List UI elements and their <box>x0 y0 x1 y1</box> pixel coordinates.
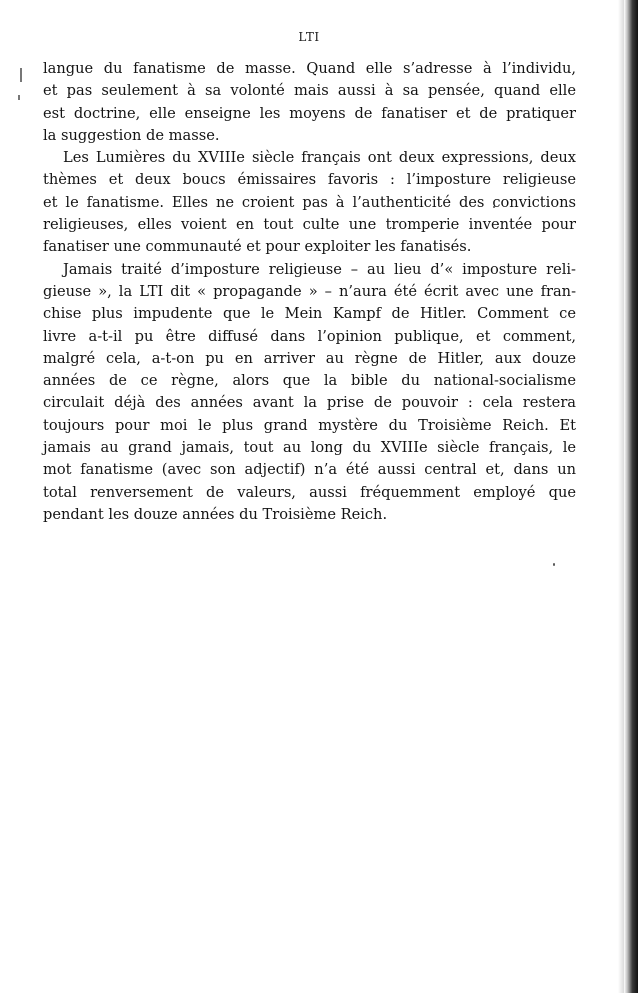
text-line: est doctrine, elle enseigne les moyens de fanatiser et de pratiquer <box>43 104 576 122</box>
text-line: malgré cela, a-t-on pu en arriver au règne de Hitler, aux douze <box>43 349 576 367</box>
text-line: livre a-t-il pu être diffusé dans l’opinion publique, et comment, <box>43 327 576 345</box>
text-line: et pas seulement à sa volonté mais aussi à sa pensée, quand elle <box>43 82 576 100</box>
text-line: et le fanatisme. Elles ne croient pas à l’authenticité des convictions <box>43 193 576 211</box>
text-line: années de ce règne, alors que la bible du national-socialisme <box>43 372 576 390</box>
text-line: langue du fanatisme de masse. Quand elle s’adresse à l’individu, <box>43 60 576 77</box>
text-line: chise plus impudente que le Mein Kampf de Hitler. Comment ce <box>43 305 576 323</box>
text-line: total renversement de valeurs, aussi fréquemment employé que <box>43 483 576 501</box>
text-line: fanatiser une communauté et pour exploiter les fanatisés. <box>43 238 472 256</box>
text-line: Les Lumières du XVIIIe siècle français ont deux expressions, deux <box>63 149 576 167</box>
margin-speck <box>18 95 20 100</box>
text-line: thèmes et deux boucs émissaires favoris : l’imposture religieuse <box>43 171 576 189</box>
running-title: LTI <box>298 30 320 44</box>
text-line: jamais au grand jamais, tout au long du XVIIIe siècle français, le <box>43 439 576 457</box>
body-text <box>43 58 576 526</box>
text-line: pendant les douze années du Troisième Reich. <box>43 505 388 523</box>
scan-speck <box>553 563 555 566</box>
text-line: Jamais traité d’imposture religieuse – au lieu d’« imposture reli- <box>63 260 576 278</box>
text-line: circulait déjà des années avant la prise de pouvoir : cela restera <box>43 394 576 412</box>
text-line: gieuse », la LTI dit « propagande » – n’aura été écrit avec une fran- <box>43 282 576 300</box>
text-line: la suggestion de masse. <box>43 126 220 144</box>
margin-speck <box>20 68 22 82</box>
page-binding-edge <box>624 0 638 993</box>
text-line: toujours pour moi le plus grand mystère du Troisième Reich. Et <box>43 416 576 434</box>
text-line: religieuses, elles voient en tout culte une tromperie inventée pour <box>43 216 576 234</box>
text-line: mot fanatisme (avec son adjectif) n’a été aussi central et, dans un <box>43 461 576 479</box>
